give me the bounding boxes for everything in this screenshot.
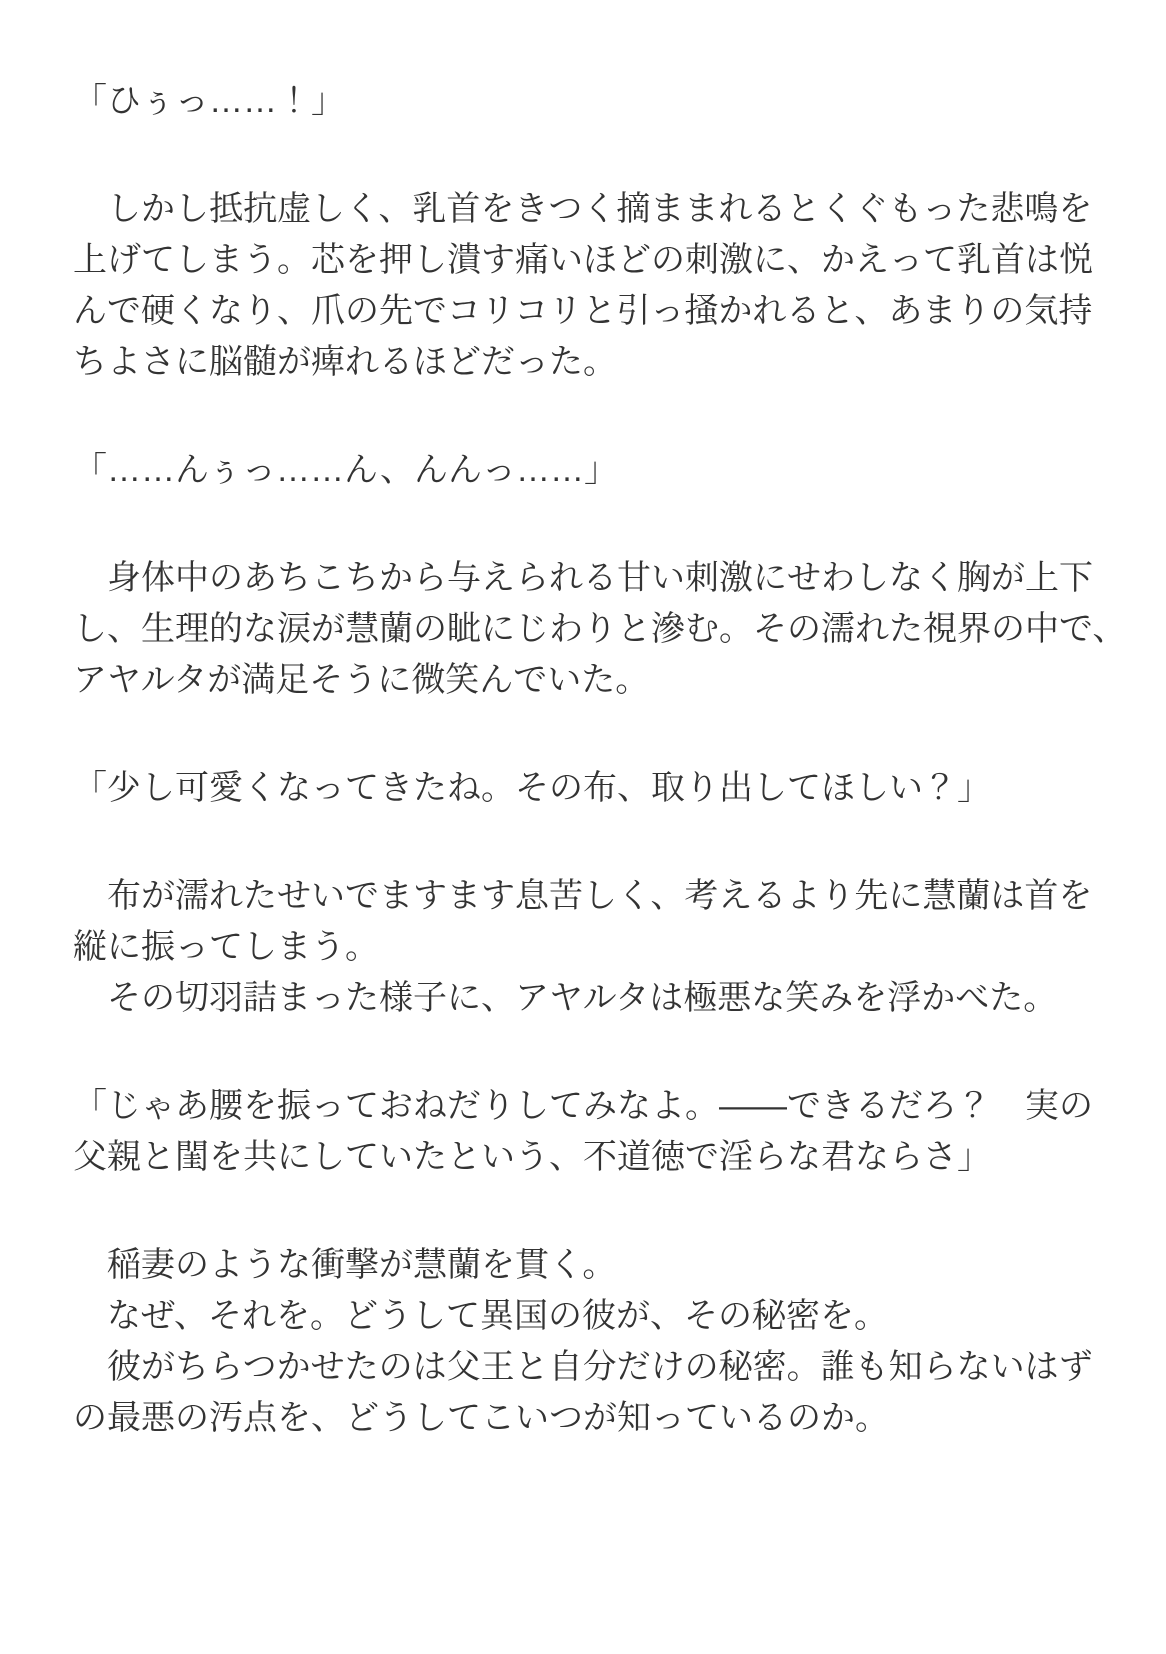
blank-line: [73, 814, 1093, 871]
blank-line: [73, 1183, 1093, 1240]
narration-block: [73, 871, 1093, 1024]
text-line: の最悪の汚点を、どうしてこいつが知っているのか。: [73, 1399, 889, 1437]
text-line: 上げてしまう。芯を押し潰す痛いほどの刺激に、かえって乳首は悦: [73, 241, 1093, 279]
text-line: 縦に振ってしまう。: [73, 928, 379, 966]
text-line: ちよさに脳髄が痺れるほどだった。: [73, 343, 617, 381]
text-line: 彼がちらつかせたのは父王と自分だけの秘密。誰も知らないはず: [73, 1348, 1093, 1386]
text-line: 「じゃあ腰を振っておねだりしてみなよ。――できるだろ？ 実の: [73, 1087, 1093, 1125]
narration-block: [73, 184, 1093, 388]
text-line: 身体中のあちこちから与えられる甘い刺激にせわしなく胸が上下: [73, 559, 1093, 597]
text-line: 稲妻のような衝撃が慧蘭を貫く。: [73, 1246, 617, 1284]
text-line: なぜ、それを。どうして異国の彼が、その秘密を。: [73, 1297, 888, 1335]
text-line: アヤルタが満足そうに微笑んでいた。: [73, 661, 650, 699]
text-line: 父親と閨を共にしていたという、不道徳で淫らな君ならさ」: [73, 1138, 991, 1176]
narration-block: [73, 553, 1127, 706]
dialogue-block: [73, 1081, 1093, 1183]
narration-block: [73, 1240, 1093, 1444]
text-line: 「……んぅっ……ん、んんっ……」: [73, 451, 619, 489]
dialogue-block: [73, 445, 1093, 496]
blank-line: [73, 496, 1093, 553]
blank-line: [73, 1024, 1093, 1081]
blank-line: [73, 388, 1093, 445]
dialogue-block: [73, 76, 1093, 127]
text-line: んで硬くなり、爪の先でコリコリと引っ掻かれると、あまりの気持: [73, 292, 1093, 330]
text-line: 布が濡れたせいでますます息苦しく、考えるより先に慧蘭は首を: [73, 877, 1093, 915]
dialogue-block: [73, 763, 1093, 814]
text-line: その切羽詰まった様子に、アヤルタは極悪な笑みを浮かべた。: [73, 979, 1058, 1017]
text-line: しかし抵抗虚しく、乳首をきつく摘ままれるとくぐもった悲鳴を: [73, 190, 1093, 228]
text-line: 「少し可愛くなってきたね。その布、取り出してほしい？」: [73, 769, 991, 807]
text-line: し、生理的な涙が慧蘭の眦にじわりと滲む。その濡れた視界の中で、: [73, 610, 1127, 648]
text-line: 「ひぅっ……！」: [73, 82, 345, 120]
blank-line: [73, 706, 1093, 763]
blank-line: [73, 127, 1093, 184]
